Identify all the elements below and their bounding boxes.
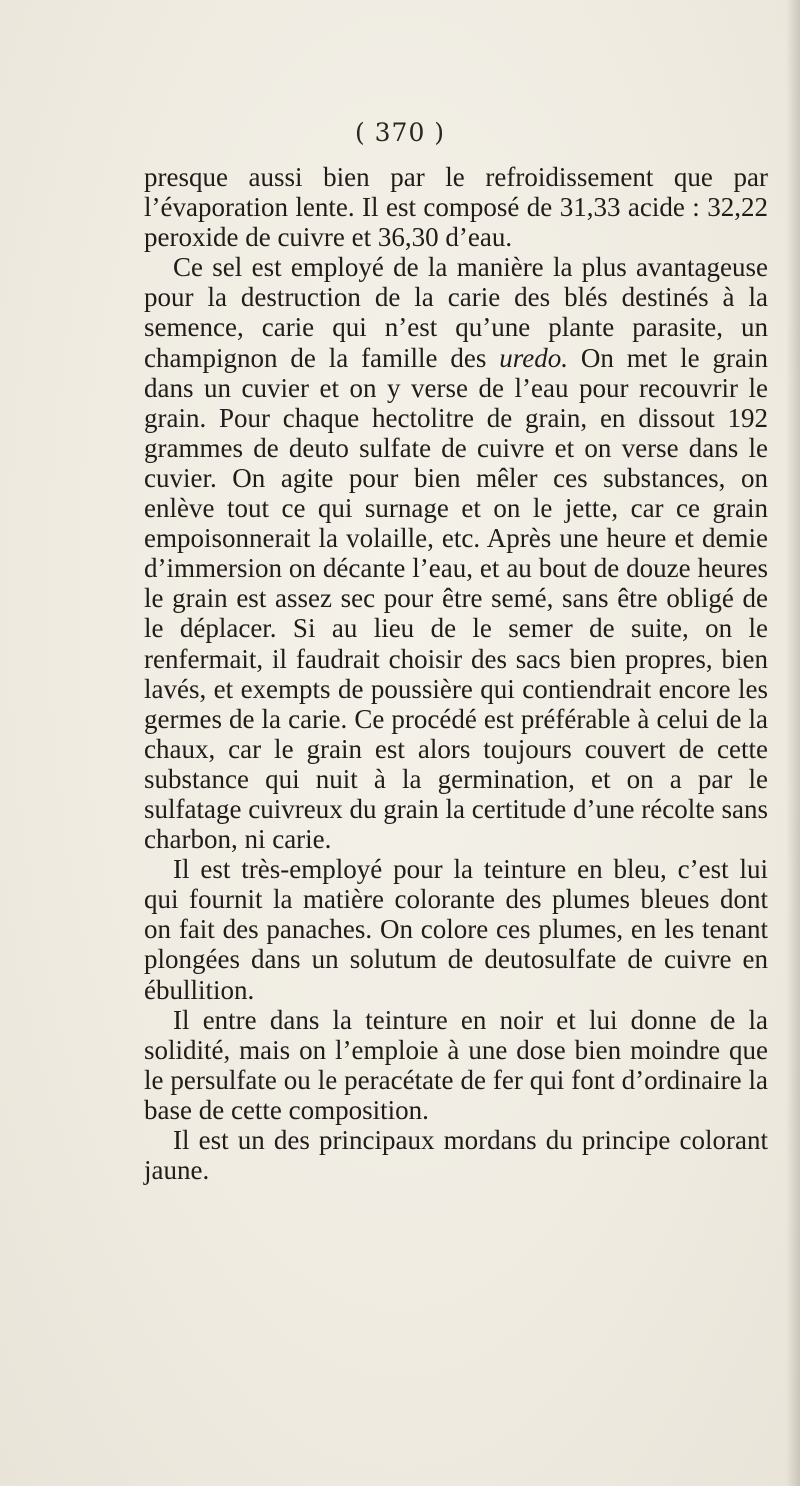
paragraph-carie-treatment <box>144 252 768 854</box>
page-number: ( 370 ) <box>354 118 446 147</box>
italic-term-uredo: uredo. <box>499 342 569 373</box>
paragraph-text: On met le grain dans un cuvier et on y verse de l’eau pour recouvrir le grain. Pour chaque hectolitre de grain, en dissout 192 grammes de deuto sulfate de cuivre et on verse dans le cuvier. On agite pour bien mêler ces substances, on enlève tout ce qui surnage et on le jette, car ce grain empoisonnerait la volaille, etc. Après une heure et demie d’immersion on décante l’eau, et au bout de douze heures le grain est assez sec pour être semé, sans être obligé de le déplacer. Si au lieu de le semer de suite, on le renfermait, il faudrait choisir des sacs bien propres, bien lavés, et exempts de poussière qui contiendrait encore les germes de la carie. Ce procédé est préférable à celui de la chaux, car le grain est alors toujours couvert de cette substance qui nuit à la germination, et on a par le sulfatage cuivreux du grain la certitude d’une récolte sans charbon, ni carie. <box>144 342 768 855</box>
paragraph-blue-dye: Il est très-employé pour la teinture en bleu, c’est lui qui fournit la matière colorante des plumes bleues dont on fait des panaches. On colore ces plumes, en les tenant plongées dans un solutum de deutosulfate de cuivre en ébullition. <box>144 854 768 1005</box>
paragraph-yellow-mordant: Il est un des principaux mordans du principe colorant jaune. <box>144 1125 768 1186</box>
paragraph-black-dye: Il entre dans la teinture en noir et lui donne de la solidité, mais on l’emploie à une dose bien moindre que le persulfate ou le peracétate de fer qui font d’ordinaire la base de cette composition. <box>144 1004 768 1125</box>
paragraph-continuation: presque aussi bien par le refroidissement que par l’évaporation lente. Il est composé de 31,33 acide : 32,22 peroxide de cuivre et 36,30 d’eau. <box>144 162 768 253</box>
paragraph-text: Ce sel est employé de la manière la plus avantageuse pour la destruction de la carie des blés destinés à la semence, carie qui n’est qu’une plante parasite, un champignon de la famille des <box>144 252 768 373</box>
body-text <box>144 162 768 1185</box>
page-edge-shadow <box>786 0 800 1486</box>
